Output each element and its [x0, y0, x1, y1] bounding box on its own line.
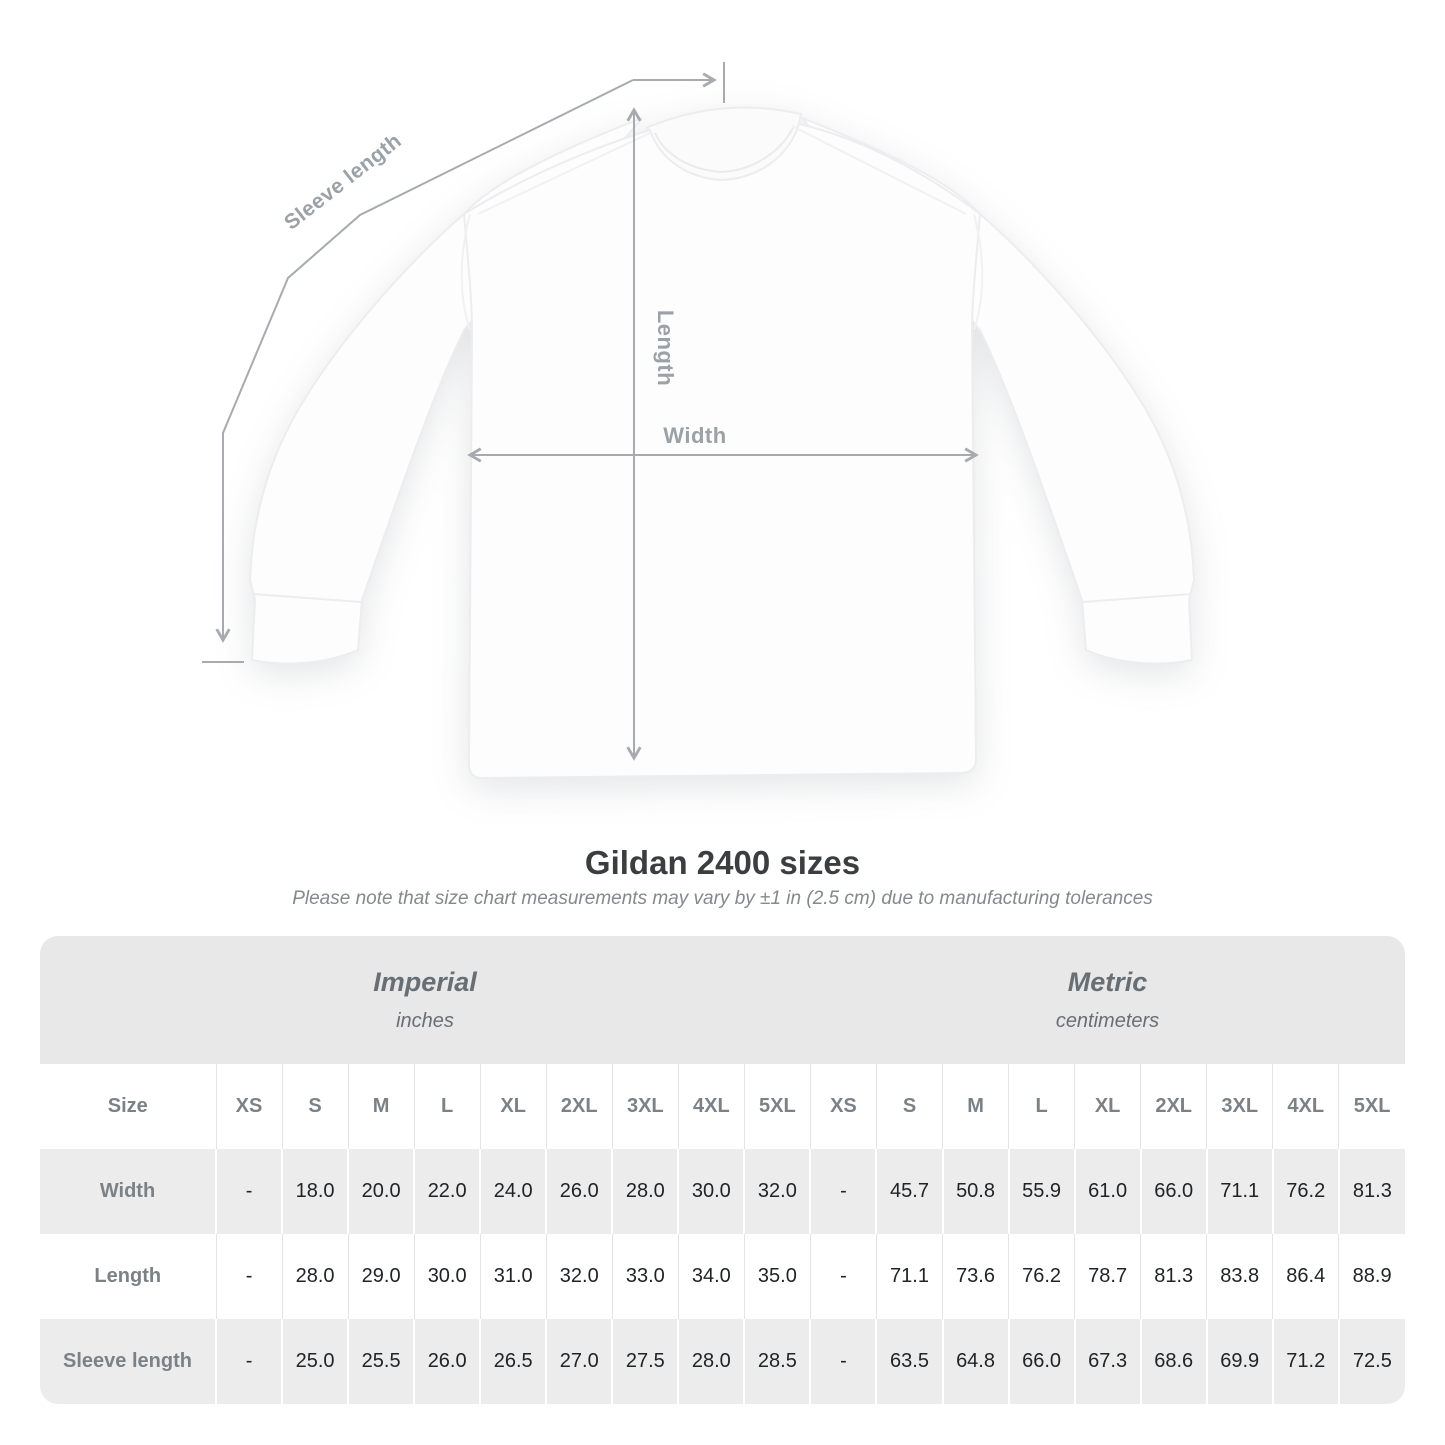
size-header-imperial-l: L [414, 1064, 480, 1149]
size-header-metric-l: L [1009, 1064, 1075, 1149]
length-metric-xl: 78.7 [1075, 1234, 1141, 1319]
size-table-container [40, 936, 1405, 1404]
table-row-width [40, 1149, 1405, 1234]
metric-unit: centimeters [1055, 1010, 1160, 1032]
size-header-imperial-s: S [282, 1064, 348, 1149]
size-header-imperial-4xl: 4XL [678, 1064, 744, 1149]
size-header-imperial-xs: XS [216, 1064, 282, 1149]
sleeve-metric-4xl: 71.2 [1273, 1319, 1339, 1404]
size-header-metric-m: M [943, 1064, 1009, 1149]
length-metric-l: 76.2 [1009, 1234, 1075, 1319]
width-metric-xl: 61.0 [1075, 1149, 1141, 1234]
width-imperial-l: 22.0 [414, 1149, 480, 1234]
length-imperial-3xl: 33.0 [612, 1234, 678, 1319]
metric-title: Metric [1067, 967, 1148, 997]
length-label: Length [653, 309, 678, 387]
length-metric-2xl: 81.3 [1141, 1234, 1207, 1319]
width-metric-xs: - [810, 1149, 876, 1234]
sleeve-imperial-xl: 26.5 [480, 1319, 546, 1404]
width-imperial-4xl: 30.0 [678, 1149, 744, 1234]
size-header-metric-5xl: 5XL [1339, 1064, 1405, 1149]
sleeve-metric-l: 66.0 [1009, 1319, 1075, 1404]
sleeve-metric-2xl: 68.6 [1141, 1319, 1207, 1404]
length-imperial-l: 30.0 [414, 1234, 480, 1319]
size-header-imperial-2xl: 2XL [546, 1064, 612, 1149]
sleeve-imperial-m: 25.5 [348, 1319, 414, 1404]
imperial-unit: inches [396, 1010, 454, 1032]
sleeve-metric-3xl: 69.9 [1207, 1319, 1273, 1404]
size-header-metric-2xl: 2XL [1141, 1064, 1207, 1149]
length-imperial-4xl: 34.0 [678, 1234, 744, 1319]
width-label: Width [663, 423, 727, 448]
width-metric-4xl: 76.2 [1273, 1149, 1339, 1234]
length-metric-m: 73.6 [943, 1234, 1009, 1319]
length-imperial-xl: 31.0 [480, 1234, 546, 1319]
sleeve-imperial-2xl: 27.0 [546, 1319, 612, 1404]
row-label-sleeve-length: Sleeve length [63, 1350, 192, 1372]
size-header-metric-xl: XL [1075, 1064, 1141, 1149]
sleeve-imperial-xs: - [216, 1319, 282, 1404]
sleeve-imperial-3xl: 27.5 [612, 1319, 678, 1404]
sleeve-imperial-l: 26.0 [414, 1319, 480, 1404]
size-header-imperial-m: M [348, 1064, 414, 1149]
sleeve-imperial-s: 25.0 [282, 1319, 348, 1404]
size-table [40, 1064, 1405, 1404]
width-metric-3xl: 71.1 [1207, 1149, 1273, 1234]
width-metric-l: 55.9 [1009, 1149, 1075, 1234]
size-chart-heading [0, 844, 1445, 910]
sleeve-metric-xl: 67.3 [1075, 1319, 1141, 1404]
length-imperial-s: 28.0 [282, 1234, 348, 1319]
length-imperial-5xl: 35.0 [744, 1234, 810, 1319]
width-metric-5xl: 81.3 [1339, 1149, 1405, 1234]
size-header-imperial-xl: XL [480, 1064, 546, 1149]
width-imperial-3xl: 28.0 [612, 1149, 678, 1234]
width-imperial-xl: 24.0 [480, 1149, 546, 1234]
sleeve-length-label: Sleeve length [280, 129, 406, 235]
unit-header-band [40, 936, 1405, 1064]
length-imperial-2xl: 32.0 [546, 1234, 612, 1319]
length-imperial-xs: - [216, 1234, 282, 1319]
table-row-length [40, 1234, 1405, 1319]
row-label-length: Length [94, 1265, 162, 1287]
size-header-row [40, 1064, 1405, 1149]
unit-header-metric [810, 936, 1405, 1064]
size-header-metric-xs: XS [810, 1064, 876, 1149]
imperial-title: Imperial [373, 967, 477, 997]
size-header-imperial-5xl: 5XL [744, 1064, 810, 1149]
size-header-imperial-3xl: 3XL [612, 1064, 678, 1149]
length-metric-xs: - [810, 1234, 876, 1319]
length-imperial-m: 29.0 [348, 1234, 414, 1319]
width-imperial-m: 20.0 [348, 1149, 414, 1234]
page-title: Gildan 2400 sizes [584, 844, 861, 881]
length-metric-4xl: 86.4 [1273, 1234, 1339, 1319]
size-header-metric-s: S [876, 1064, 942, 1149]
tolerance-note: Please note that size chart measurements may vary by ±1 in (2.5 cm) due to manufacturing tolerances [292, 888, 1153, 909]
width-metric-s: 45.7 [876, 1149, 942, 1234]
unit-header-imperial [40, 936, 810, 1064]
length-metric-s: 71.1 [876, 1234, 942, 1319]
width-imperial-2xl: 26.0 [546, 1149, 612, 1234]
length-metric-3xl: 83.8 [1207, 1234, 1273, 1319]
length-metric-5xl: 88.9 [1339, 1234, 1405, 1319]
size-header-metric-4xl: 4XL [1273, 1064, 1339, 1149]
width-imperial-5xl: 32.0 [744, 1149, 810, 1234]
row-label-width: Width [99, 1180, 156, 1202]
shirt-body [464, 124, 980, 778]
sleeve-metric-m: 64.8 [943, 1319, 1009, 1404]
width-metric-2xl: 66.0 [1141, 1149, 1207, 1234]
width-imperial-xs: - [216, 1149, 282, 1234]
sleeve-metric-xs: - [810, 1319, 876, 1404]
sleeve-imperial-5xl: 28.5 [744, 1319, 810, 1404]
width-metric-m: 50.8 [943, 1149, 1009, 1234]
table-row-sleeve-length [40, 1319, 1405, 1404]
sleeve-imperial-4xl: 28.0 [678, 1319, 744, 1404]
width-imperial-s: 18.0 [282, 1149, 348, 1234]
sleeve-metric-s: 63.5 [876, 1319, 942, 1404]
size-header-metric-3xl: 3XL [1207, 1064, 1273, 1149]
sleeve-metric-5xl: 72.5 [1339, 1319, 1405, 1404]
size-col-header: Size [107, 1095, 148, 1117]
